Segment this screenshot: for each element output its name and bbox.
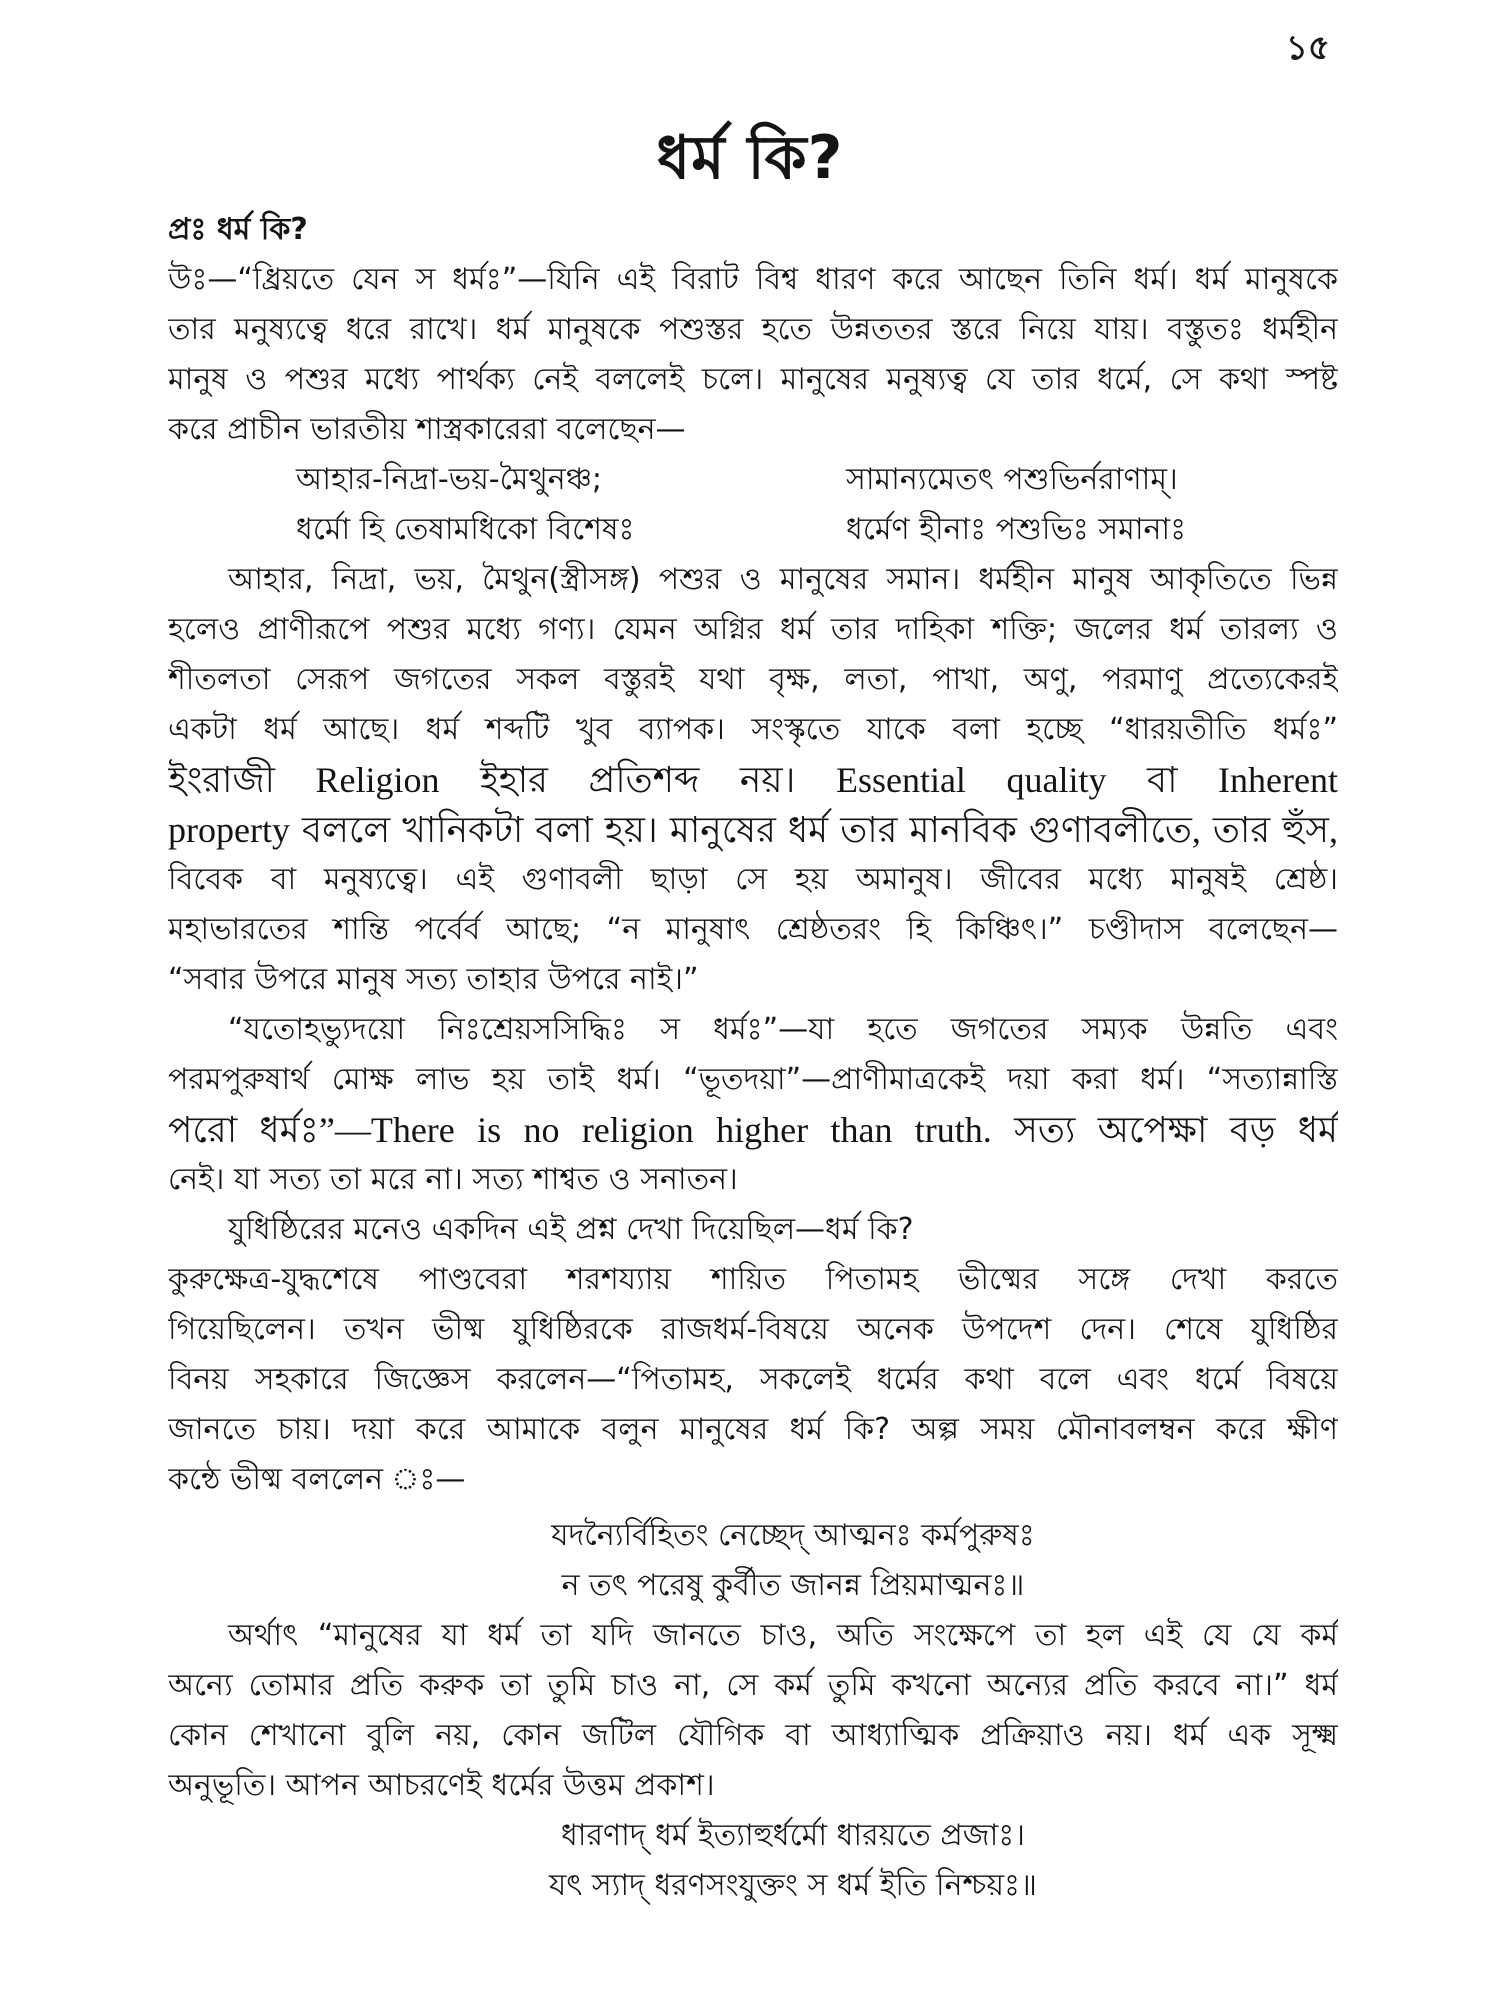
verse-left: ধর্মো হি তেষামধিকো বিশেষঃ [296, 512, 635, 547]
paragraph-1 [168, 255, 1338, 455]
text-line: মহাভারতের শান্তি পর্বের্ব আছে; “ন মানুষাৎ শ্রেষ্ঠতরং হি কিঞ্চিৎ।” চণ্ডীদাস বলেছেন— [168, 912, 1338, 947]
text-line: যুধিষ্ঠিরের মনেও একদিন এই প্রশ্ন দেখা দিয়েছিল—ধর্ম কি? [228, 1212, 914, 1247]
verse-line: ন তৎ পরেষু কুর্বীত জানন্ন প্রিয়মাত্মনঃ॥ [561, 1568, 1025, 1603]
verse-left: আহার-নিদ্রা-ভয়-মৈথুনঞ্চ; [296, 462, 603, 497]
text-line: আহার, নিদ্রা, ভয়, মৈথুন(স্ত্রীসঙ্গ) পশুর ও মানুষের সমান। ধর্মহীন মানুষ আকৃতিতে ভিন্ন [228, 562, 1338, 597]
text-line: শীতলতা সেরূপ জগতের সকল বস্তুরই যথা বৃক্ষ, লতা, পাখা, অণু, পরমাণু প্রত্যেকেরই [168, 662, 1338, 697]
text-line: পরো ধর্মঃ”—There is no religion higher than truth. সত্য অপেক্ষা বড় ধর্ম [168, 1110, 1338, 1150]
text-line: নেই। যা সত্য তা মরে না। সত্য শাশ্বত ও সনাতন। [168, 1162, 738, 1197]
text-line: কোন শেখানো বুলি নয়, কোন জটিল যৌগিক বা আধ্যাত্মিক প্রক্রিয়াও নয়। ধর্ম এক সূক্ষ্ম [168, 1718, 1338, 1753]
text-line: মানুষ ও পশুর মধ্যে পার্থক্য নেই বললেই চলে। মানুষের মনুষ্যত্ব যে তার ধর্মে, সে কথা স্পষ্ট [168, 362, 1338, 397]
verse-row [168, 505, 1338, 555]
paragraph-3 [168, 1005, 1338, 1205]
verse-block-2 [168, 1511, 1338, 1611]
verse-line: যৎ স্যাদ্ ধরণসংযুক্তং স ধর্ম ইতি নিশ্চয়ঃ॥ [549, 1868, 1037, 1903]
page-content [168, 205, 1338, 1911]
text-line: অনুভূতি। আপন আচরণেই ধর্মের উত্তম প্রকাশ। [168, 1768, 715, 1803]
text-line: অন্যে তোমার প্রতি করুক তা তুমি চাও না, সে কর্ম তুমি কখনো অন্যের প্রতি করবে না।” ধর্ম [168, 1668, 1338, 1703]
page-title: ধর্ম কি? [656, 123, 844, 193]
verse-row [168, 455, 1338, 505]
text-line: “যতোহভ্যুদয়ো নিঃশ্রেয়সসিদ্ধিঃ স ধর্মঃ”—যা হতে জগতের সম্যক উন্নতি এবং [228, 1012, 1338, 1047]
paragraph-4 [168, 1205, 1338, 1505]
text-line: কন্ঠে ভীষ্ম বললেন ঃ— [168, 1462, 466, 1497]
text-line: “সবার উপরে মানুষ সত্য তাহার উপরে নাই।” [168, 962, 699, 997]
text-line: উঃ—“ধ্রিয়তে যেন স ধর্মঃ”—যিনি এই বিরাট বিশ্ব ধারণ করে আছেন তিনি ধর্ম। ধর্ম মানুষকে [168, 262, 1338, 297]
paragraph-5 [168, 1611, 1338, 1811]
text-line: বিবেক বা মনুষ্যত্বে। এই গুণাবলী ছাড়া সে হয় অমানুষ। জীবের মধ্যে মানুষই শ্রেষ্ঠ। [168, 862, 1338, 897]
text-line: গিয়েছিলেন। তখন ভীষ্ম যুধিষ্ঠিরকে রাজধর্ম-বিষয়ে অনেক উপদেশ দেন। শেষে যুধিষ্ঠির [168, 1312, 1338, 1347]
text-line: তার মনুষ্যত্বে ধরে রাখে। ধর্ম মানুষকে পশুস্তর হতে উন্নততর স্তরে নিয়ে যায়। বস্তুতঃ ধর্মহীন [168, 312, 1338, 347]
paragraph-2 [168, 555, 1338, 1005]
text-line: property বললে খানিকটা বলা হয়। মানুষের ধর্ম তার মানবিক গুণাবলীতে, তার হুঁস, [168, 810, 1338, 850]
text-line: ইংরাজী Religion ইহার প্রতিশব্দ নয়। Essential quality বা Inherent [168, 760, 1338, 800]
verse-line: ধারণাদ্ ধর্ম ইত্যাহুর্ধর্মো ধারয়তে প্রজাঃ। [560, 1818, 1026, 1853]
text-line: একটা ধর্ম আছে। ধর্ম শব্দটি খুব ব্যাপক। সংস্কৃতে যাকে বলা হচ্ছে “ধারয়তীতি ধর্মঃ” [168, 712, 1338, 747]
text-line: জানতে চায়। দয়া করে আমাকে বলুন মানুষের ধর্ম কি? অল্প সময় মৌনাবলম্বন করে ক্ষীণ [168, 1412, 1338, 1447]
text-line: হলেও প্রাণীরূপে পশুর মধ্যে গণ্য। যেমন অগ্নির ধর্ম তার দাহিকা শক্তি; জলের ধর্ম তারল্য ও [168, 612, 1338, 647]
text-line: বিনয় সহকারে জিজ্ঞেস করলেন—“পিতামহ, সকলেই ধর্মের কথা বলে এবং ধর্মে বিষয়ে [168, 1362, 1338, 1397]
text-line: পরমপুরুষার্থ মোক্ষ লাভ হয় তাই ধর্ম। “ভূতদয়া”—প্রাণীমাত্রকেই দয়া করা ধর্ম। “সত্যান্নাস্তি [168, 1062, 1338, 1097]
verse-right: সামান্যমেতৎ পশুভির্নরাণাম্। [846, 462, 1178, 497]
page-number: ১৫ [1285, 28, 1330, 68]
text-line: করে প্রাচীন ভারতীয় শাস্ত্রকারেরা বলেছেন— [168, 412, 686, 447]
verse-block-3 [168, 1811, 1338, 1911]
question-label: প্রঃ ধর্ম কি? [168, 212, 308, 247]
verse-block-1 [168, 455, 1338, 555]
verse-line: যদন্যৈর্বিহিতং নেচ্ছেদ্ আত্মনঃ কর্মপুরুষঃ [551, 1518, 1035, 1553]
verse-right: ধর্মেণ হীনাঃ পশুভিঃ সমানাঃ [846, 512, 1187, 547]
text-line: কুরুক্ষেত্র-যুদ্ধশেষে পাণ্ডবেরা শরশয্যায় শায়িত পিতামহ ভীষ্মের সঙ্গে দেখা করতে [168, 1262, 1338, 1297]
text-line: অর্থাৎ “মানুষের যা ধর্ম তা যদি জানতে চাও, অতি সংক্ষেপে তা হল এই যে যে কর্ম [228, 1618, 1338, 1653]
